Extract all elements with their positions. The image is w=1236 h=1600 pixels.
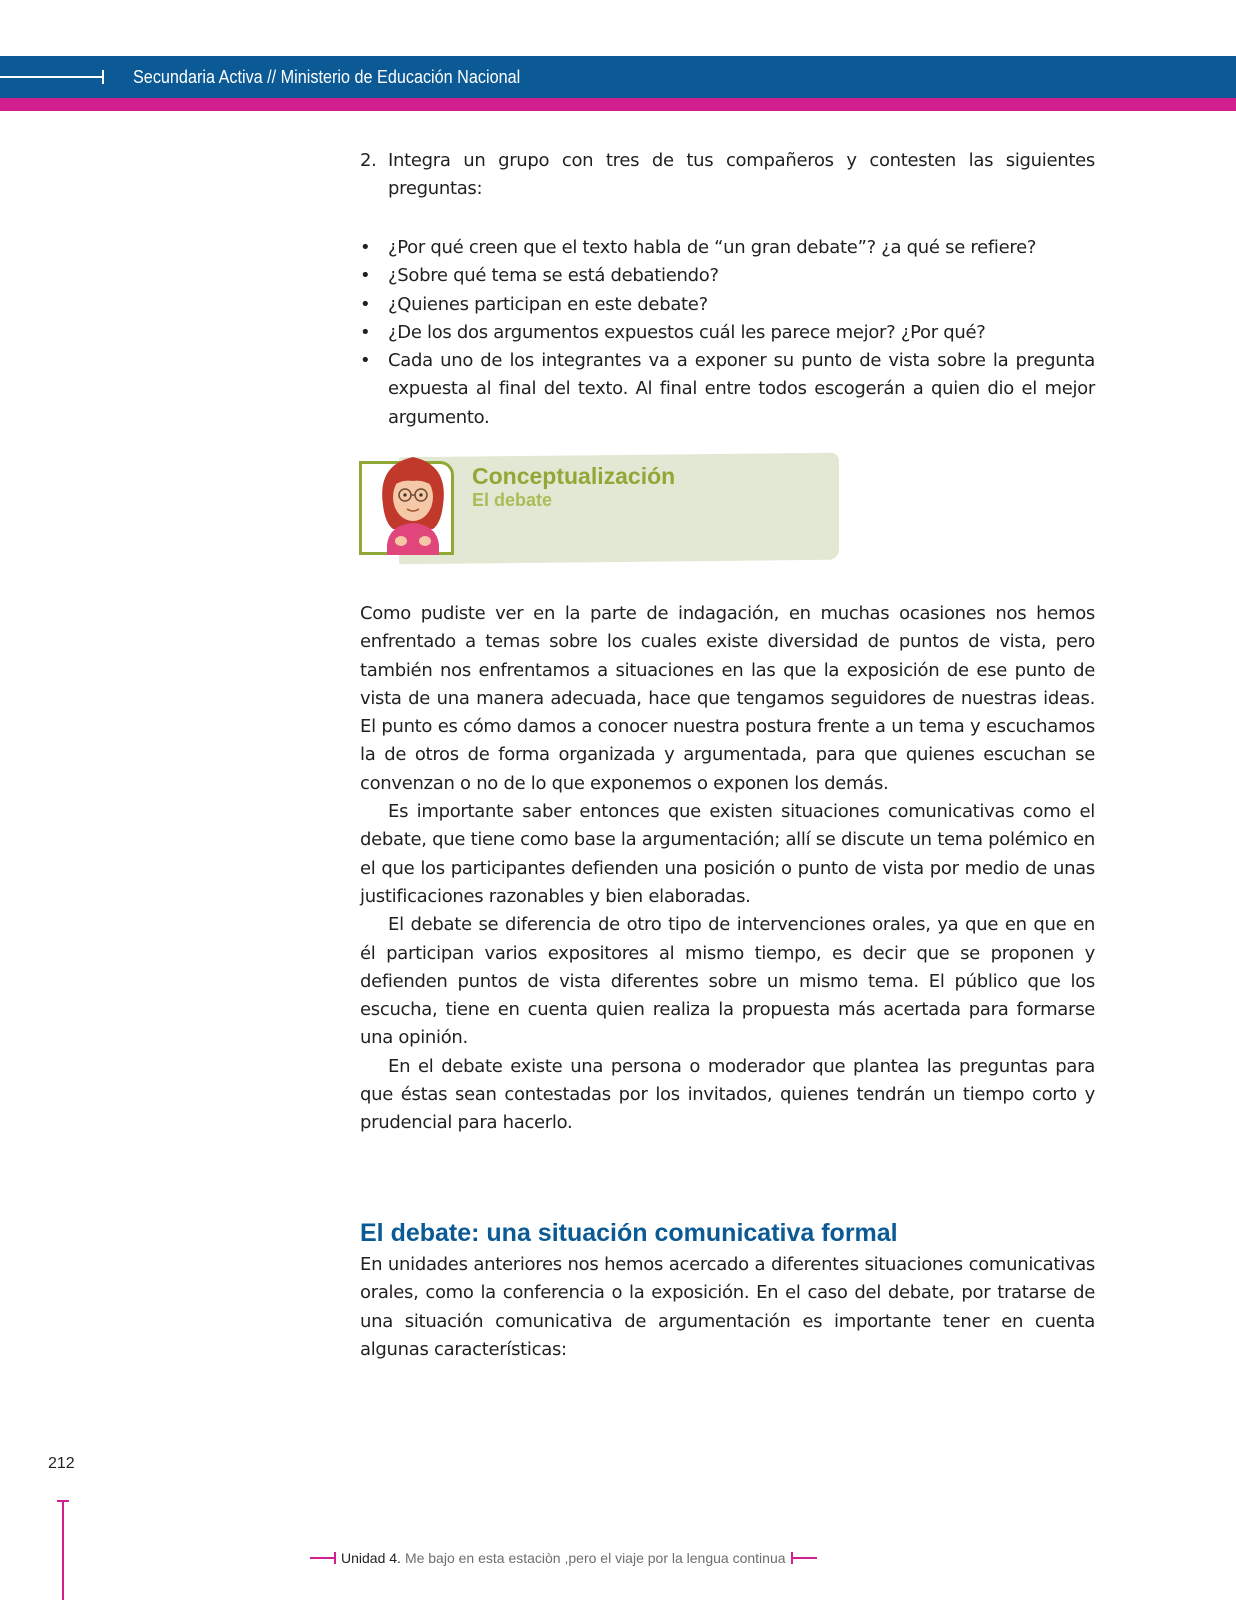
banner-title: Conceptualización [472, 463, 676, 489]
bullet-icon: • [360, 265, 371, 287]
banner-subtitle: El debate [472, 490, 553, 510]
footer-unit-title: Me bajo en esta estaciòn ,pero el viaje por la lengua continua [404, 1550, 786, 1566]
paragraph: En el debate existe una persona o moderador que plantea las preguntas para que éstas sean contestadas por los invitados, quienes tendrán un tiempo corto y prudencial para hacerlo. [360, 1055, 1095, 1134]
footer-vertical-rule [62, 1500, 64, 1600]
list-item: • Cada uno de los integrantes va a exponer su punto de vista sobre la pregunta expuesta al final del texto. Al final entre todos escogerán a quien dio el mejor argumento. [360, 347, 1095, 432]
page-number: 212 [48, 1455, 75, 1472]
footer-rule-left [310, 1557, 334, 1559]
paragraph: Es importante saber entonces que existen situaciones comunicativas como el debate, que tiene como base la argumentación; allí se discute un tema polémico en el que los participantes defienden una posición o punto de vista por medio de unas justificaciones razonables y bien elaboradas. [360, 801, 1095, 907]
footer-rule-right [793, 1557, 817, 1559]
footer [310, 1550, 817, 1566]
bullet-icon: • [360, 321, 371, 343]
conceptualization-banner [359, 451, 839, 565]
footer-rule-tick-left [334, 1552, 336, 1564]
bullet-icon: • [360, 237, 371, 258]
bullet-icon: • [360, 350, 371, 372]
section-paragraph: En unidades anteriores nos hemos acercado a diferentes situaciones comunicativas orales, como la conferencia o la exposición. En el caso del debate, por tratarse de una situación comunicativa de argumentación es importante tener en cuenta algunas características: [360, 1254, 1095, 1360]
question-2 [360, 147, 1095, 204]
section-heading: El debate: una situación comunicativa formal [360, 1219, 898, 1247]
question-number: 2. [360, 150, 377, 171]
paragraph: El debate se diferencia de otro tipo de intervenciones orales, ya que en que en él participan varios expositores al mismo tiempo, es decir que se proponen y defienden puntos de vista diferentes sobre un mismo tema. El público que los escucha, tiene en cuenta quien realiza la propuesta más acertada para formarse una opinión. [360, 914, 1095, 1049]
question-text: Integra un grupo con tres de tus compañeros y contesten las siguientes preguntas: [388, 150, 1095, 200]
question-list [360, 234, 1095, 432]
girl-character-icon [373, 445, 453, 555]
list-item: • ¿Quienes participan en este debate? [360, 291, 1095, 319]
main-text [360, 600, 1095, 1138]
header-rule-tick [102, 70, 104, 84]
footer-unit-label: Unidad 4. [341, 1550, 401, 1566]
bullet-icon: • [360, 293, 371, 315]
list-item: • ¿De los dos argumentos expuestos cuál les parece mejor? ¿Por qué? [360, 319, 1095, 347]
header-title: Secundaria Activa // Ministerio de Educación Nacional [133, 67, 521, 87]
list-item: • ¿Sobre qué tema se está debatiendo? [360, 262, 1095, 290]
header-rule [0, 76, 103, 78]
header-stripe [0, 98, 1236, 111]
paragraph: Como pudiste ver en la parte de indagación, en muchas ocasiones nos hemos enfrentado a temas sobre los cuales existe diversidad de puntos de vista, pero también nos enfrentamos a situaciones en las que la exposición de ese punto de vista de una manera adecuada, hace que tengamos seguidores de nuestras ideas. El punto es cómo damos a conocer nuestra postura frente a un tema y escuchamos la de otros de forma organizada y argumentada, para que quienes escuchan se convenzan o no de lo que exponemos o exponen los demás. [360, 603, 1095, 794]
list-item: • ¿Por qué creen que el texto habla de “un gran debate”? ¿a qué se refiere? [360, 234, 1095, 262]
header-bar [0, 56, 1236, 98]
